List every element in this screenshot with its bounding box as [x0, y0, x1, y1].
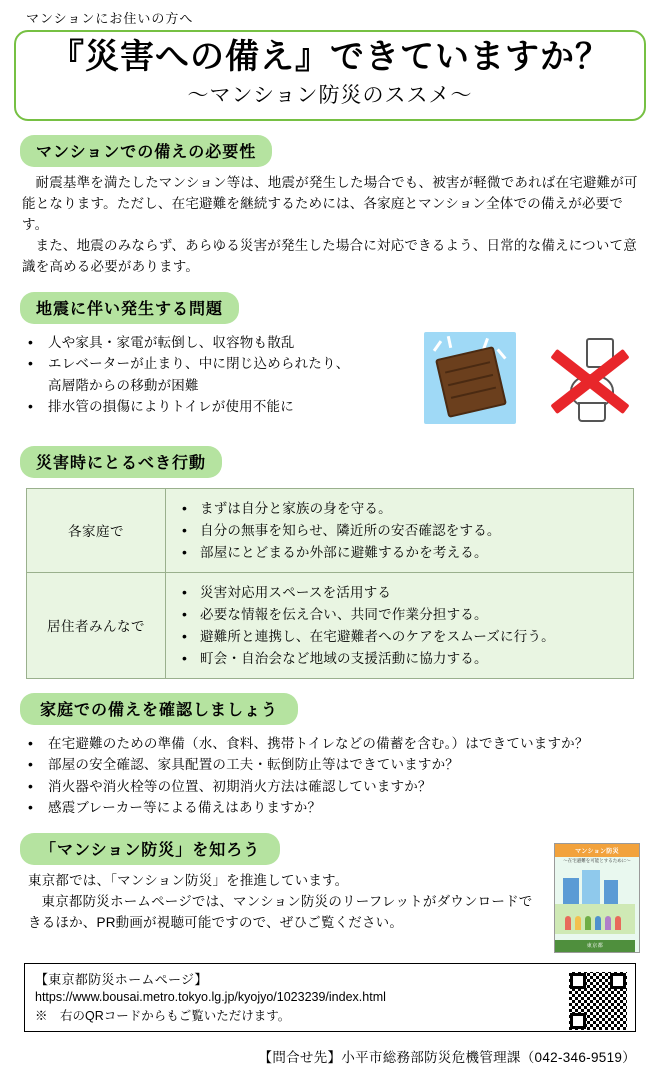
section-heading-home-check: 家庭での備えを確認しましょう	[20, 693, 298, 725]
list-item	[170, 582, 629, 604]
problems-row	[14, 330, 646, 432]
list-item	[14, 776, 646, 798]
table-row	[27, 488, 634, 572]
table-row	[27, 572, 634, 678]
action-item: 避難所と連携し、在宅避難者へのケアをスムーズに行う。	[200, 629, 555, 645]
leaflet-thumbnail	[554, 843, 640, 953]
problems-illustrations	[414, 332, 646, 432]
title-box	[14, 30, 646, 121]
section-heading-actions: 災害時にとるべき行動	[20, 446, 222, 478]
section-heading-know: 「マンション防災」を知ろう	[20, 833, 280, 865]
problems-list	[14, 330, 414, 418]
check-item-1: 在宅避難のための準備（水、食料、携帯トイレなどの備蓄を含む。）はできていますか？	[48, 735, 589, 751]
contact-footer: 【問合せ先】小平市総務部防災危機管理課（042-346-9519）	[258, 1049, 636, 1065]
problem-item-1: 人や家具・家電が転倒し、収容物も散乱	[48, 334, 295, 350]
know-text	[14, 871, 550, 934]
list-item	[170, 520, 629, 542]
page-title: 『災害への備え』できていますか？	[50, 38, 610, 76]
list-item	[14, 733, 646, 755]
section-heading-necessity: マンションでの備えの必要性	[20, 135, 272, 167]
url-box	[24, 963, 636, 1032]
leaflet-footer: 東京都	[555, 940, 635, 952]
leaflet-title: マンション防災	[555, 844, 639, 857]
problem-item-2: エレベーターが止まり、中に閉じ込められたり、	[48, 356, 350, 372]
actions-row-body-residents	[166, 572, 634, 678]
necessity-paragraph-1: 耐震基準を満たしたマンション等は、地震が発生した場合でも、被害が軽微であれば在宅避難が可能となります。ただし、在宅避難を継続するためには、各家庭とマンション全体での備えが必要です。	[22, 175, 638, 232]
necessity-paragraph-2: また、地震のみならず、あらゆる災害が発生した場合に対応できるよう、日常的な備えについて意識を高める必要があります。	[22, 237, 637, 274]
poster-page	[0, 8, 660, 1065]
know-paragraph-1: 東京都では、「マンション防災」を推進しています。	[28, 872, 349, 888]
action-item: 部屋にとどまるか外部に避難するかを考える。	[200, 545, 488, 561]
page-subtitle: ～マンション防災のススメ～	[187, 84, 473, 108]
actions-row-body-household	[166, 488, 634, 572]
actions-table	[26, 488, 634, 679]
know-paragraph-2: 東京都防災ホームページでは、マンション防災のリーフレットがダウンロードできるほか、PR動画が視聴可能ですので、ぜひご覧ください。	[28, 893, 533, 930]
red-x-icon	[544, 338, 632, 418]
action-item: 災害対応用スペースを活用する	[200, 584, 392, 600]
list-item	[14, 332, 414, 354]
list-item	[14, 353, 414, 396]
list-item	[14, 797, 646, 819]
check-item-2: 部屋の安全確認、家具配置の工夫・転倒防止等はできていますか？	[48, 757, 459, 773]
check-item-4: 感震ブレーカー等による備えはありますか？	[48, 800, 322, 816]
home-check-list	[14, 733, 646, 819]
list-item	[170, 604, 629, 626]
url-box-title: 【東京都防災ホームページ】	[35, 971, 208, 987]
actions-row-label-residents: 居住者みんなで	[27, 572, 166, 678]
furniture-toppling-icon	[424, 332, 516, 424]
eyebrow-text: マンションにお住いの方へ	[26, 11, 194, 26]
problem-item-2-cont: 高層階からの移動が困難	[48, 377, 199, 393]
list-item	[170, 498, 629, 520]
problem-item-3: 排水管の損傷によりトイレが使用不能に	[48, 399, 294, 415]
action-item: 町会・自治会など地域の支援活動に協力する。	[200, 651, 488, 667]
list-item	[14, 396, 414, 418]
list-item	[170, 542, 629, 564]
qr-note: ※ 右のQRコードからもご覧いただけます。	[35, 1008, 291, 1023]
bousai-url-link[interactable]: https://www.bousai.metro.tokyo.lg.jp/kyojyo/1023239/index.html	[35, 989, 386, 1004]
qr-code-icon	[569, 972, 627, 1030]
action-item: 必要な情報を伝え合い、共同で作業分担する。	[200, 606, 488, 622]
list-item	[14, 754, 646, 776]
check-item-3: 消火器や消火栓等の位置、初期消火方法は確認していますか？	[48, 778, 432, 794]
list-item	[170, 626, 629, 648]
action-item: まずは自分と家族の身を守る。	[200, 500, 392, 516]
actions-row-label-household: 各家庭で	[27, 488, 166, 572]
section-heading-problems: 地震に伴い発生する問題	[20, 292, 239, 324]
toilet-unusable-icon	[540, 332, 636, 428]
leaflet-subtitle: ～在宅避難を可能とするために～	[563, 857, 631, 863]
list-item	[170, 648, 629, 670]
action-item: 自分の無事を知らせ、隣近所の安否確認をする。	[200, 522, 501, 538]
